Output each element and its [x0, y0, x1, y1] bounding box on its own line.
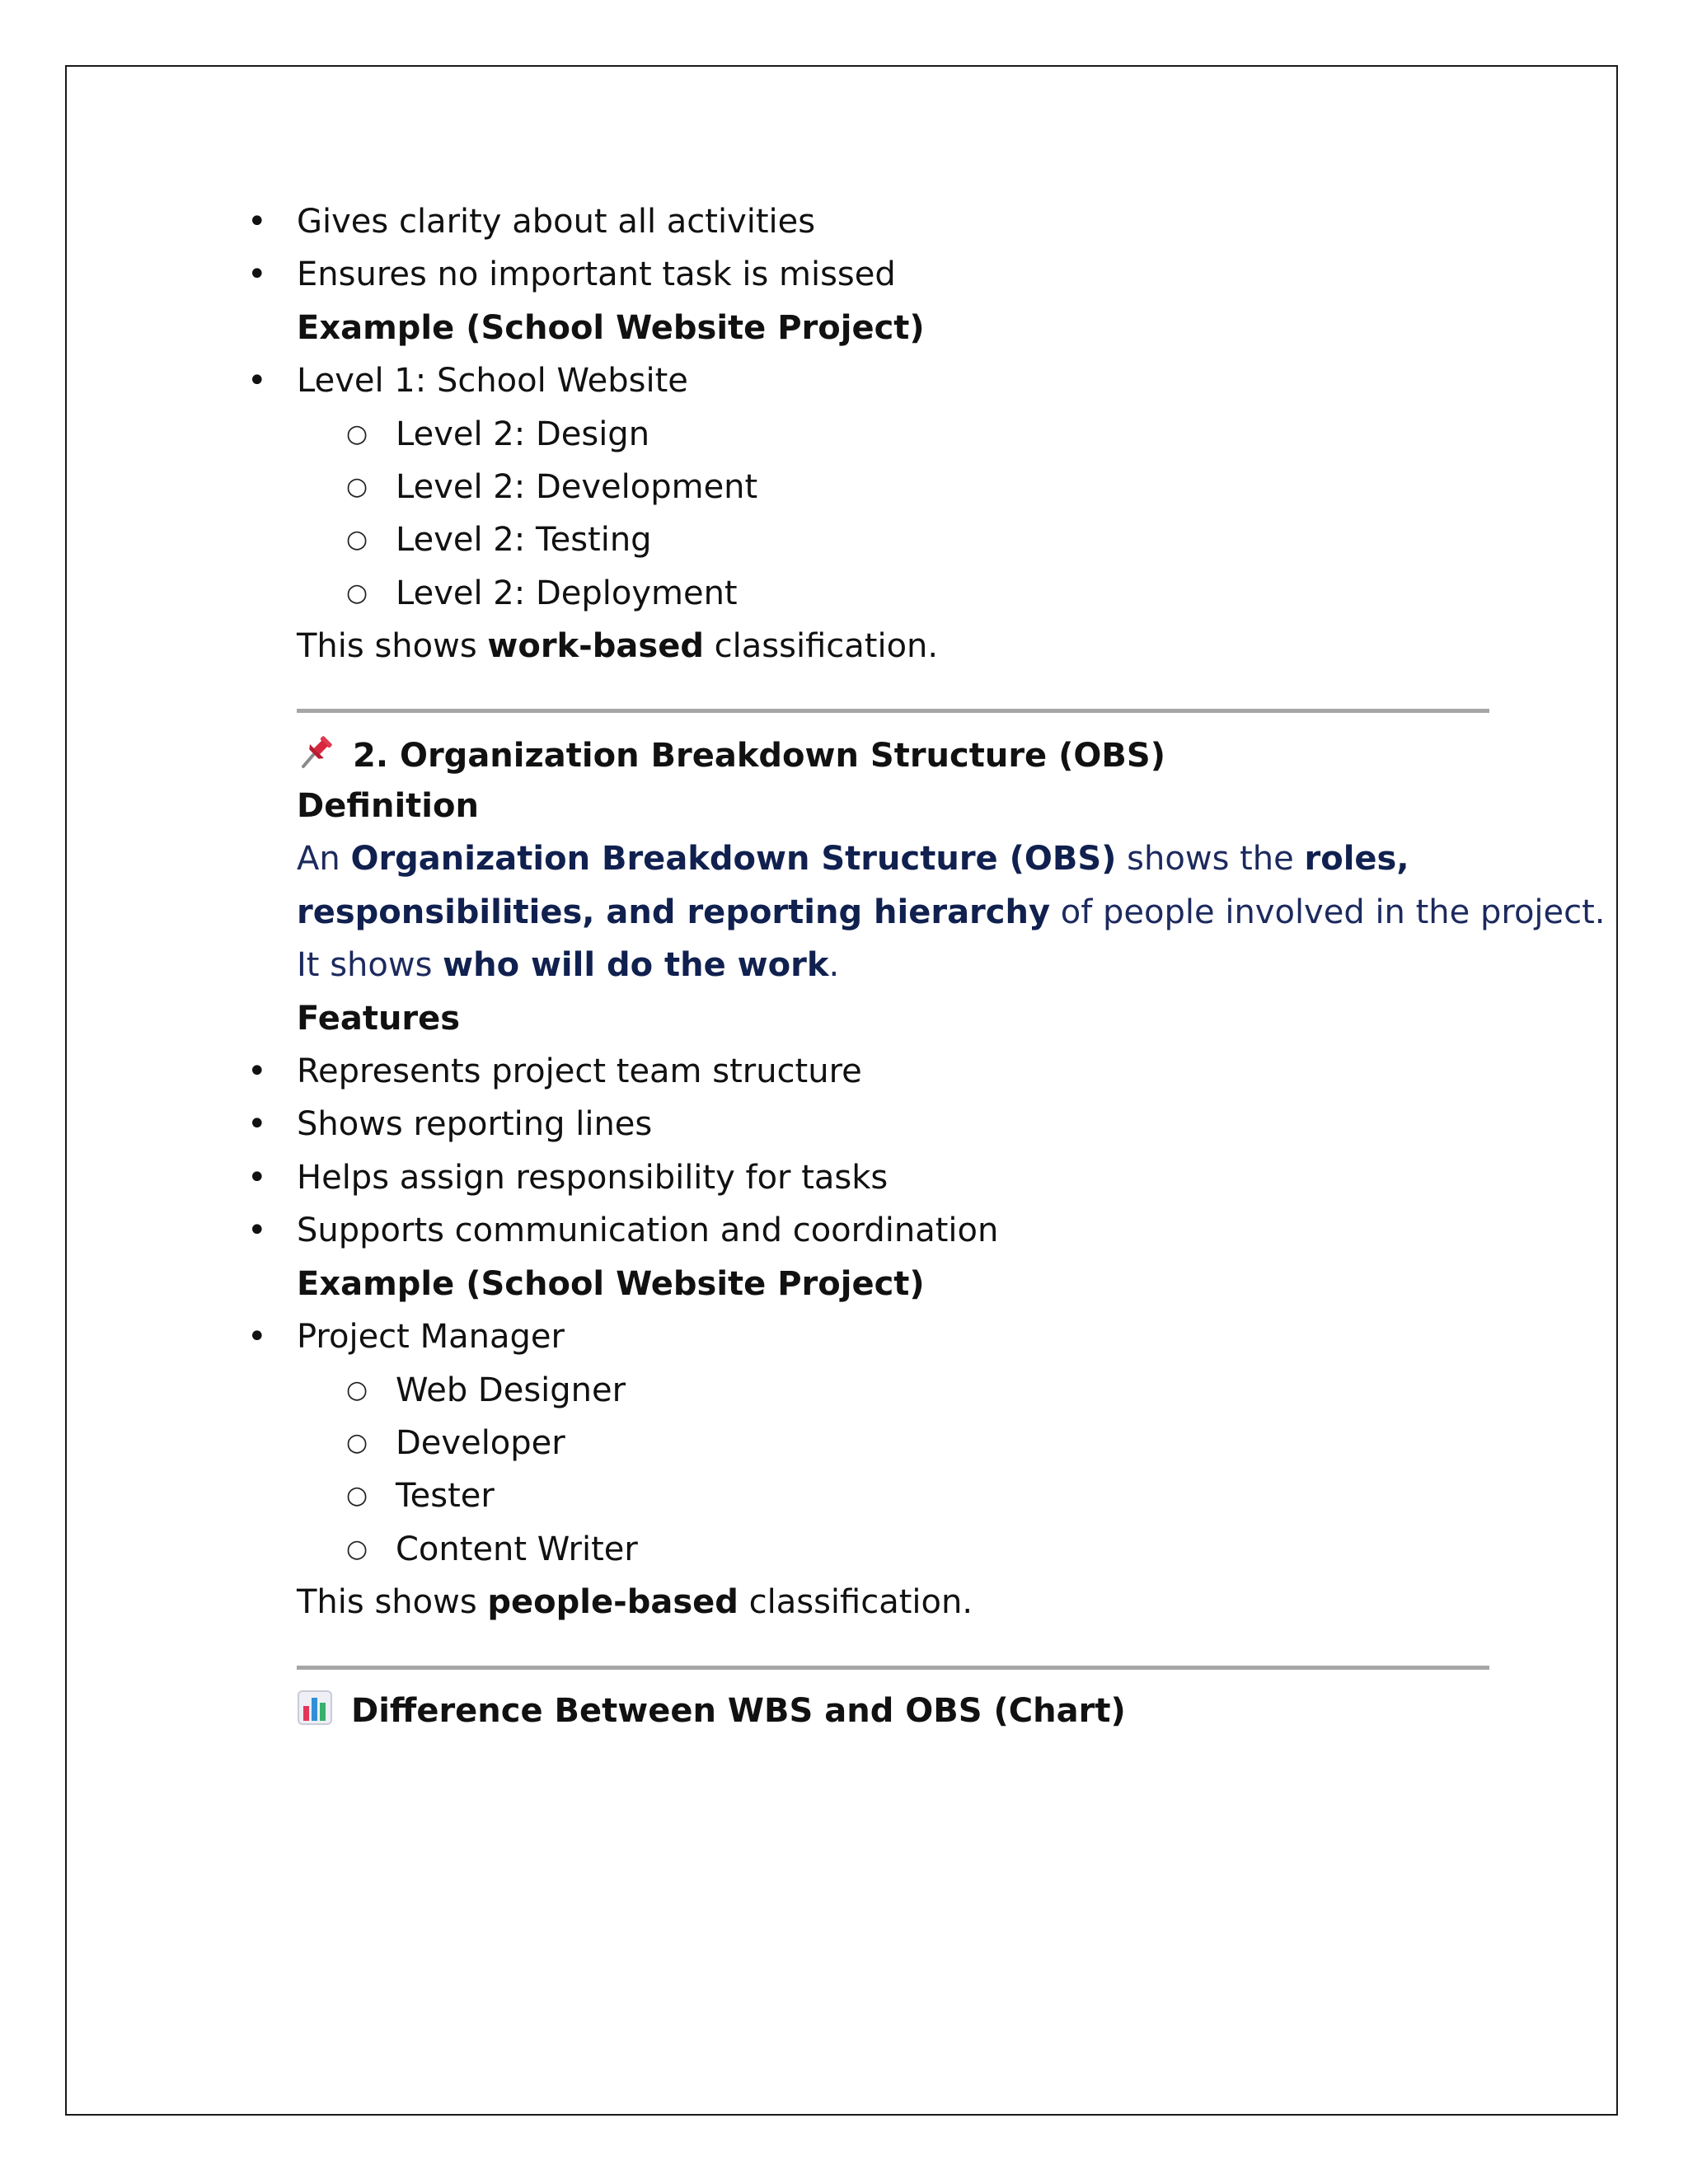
obs-features-heading: Features	[297, 1000, 461, 1038]
bullet-dot: •	[247, 1318, 267, 1356]
section-divider	[297, 709, 1489, 713]
bullet-dot: •	[247, 255, 267, 293]
obs-child-item: Content Writer	[396, 1530, 638, 1568]
wbs-child-item: Level 2: Testing	[396, 521, 652, 559]
wbs-feature-1: Gives clarity about all activities	[297, 203, 816, 241]
obs-def-text: shows the	[1116, 840, 1305, 878]
sub-bullet-circle: ○	[346, 419, 368, 448]
wbs-summary	[297, 626, 938, 667]
obs-def-text: .	[828, 946, 840, 984]
bullet-dot: •	[247, 1105, 267, 1143]
obs-section-title-row	[297, 733, 1165, 781]
obs-feature-item: Shows reporting lines	[297, 1105, 653, 1143]
wbs-summary-prefix: This shows	[297, 627, 488, 665]
obs-child-item: Tester	[396, 1477, 495, 1515]
obs-child-item: Developer	[396, 1424, 565, 1462]
obs-feature-item: Supports communication and coordination	[297, 1212, 999, 1249]
obs-feature-item: Helps assign responsibility for tasks	[297, 1159, 889, 1197]
obs-summary	[297, 1582, 973, 1623]
bullet-dot: •	[247, 1159, 267, 1197]
bar-chart-icon	[297, 1690, 333, 1736]
wbs-child-item: Level 2: Development	[396, 468, 758, 506]
wbs-child-item: Level 2: Design	[396, 415, 650, 453]
sub-bullet-circle: ○	[346, 1481, 368, 1510]
sub-bullet-circle: ○	[346, 472, 368, 501]
wbs-root-item: Level 1: School Website	[297, 362, 688, 400]
obs-def-term: Organization Breakdown Structure (OBS)	[350, 840, 1117, 878]
obs-def-text: An	[297, 840, 351, 878]
obs-summary-prefix: This shows	[297, 1583, 488, 1621]
obs-definition-heading: Definition	[297, 787, 479, 825]
obs-summary-bold: people-based	[487, 1583, 738, 1621]
wbs-feature-2: Ensures no important task is missed	[297, 255, 896, 293]
obs-summary-suffix: classification.	[738, 1583, 973, 1621]
pushpin-icon	[297, 733, 335, 781]
sub-bullet-circle: ○	[346, 525, 368, 554]
obs-child-item: Web Designer	[396, 1371, 626, 1409]
wbs-summary-suffix: classification.	[703, 627, 939, 665]
bullet-dot: •	[247, 1212, 267, 1249]
sub-bullet-circle: ○	[346, 1535, 368, 1563]
sub-bullet-circle: ○	[346, 579, 368, 607]
obs-section-title: 2. Organization Breakdown Structure (OBS)	[353, 737, 1165, 775]
obs-definition-line-2	[297, 892, 1606, 933]
obs-def-text: of people involved in the project.	[1050, 893, 1606, 931]
obs-def-emphasis: roles,	[1304, 840, 1409, 878]
obs-definition-line-3	[297, 944, 839, 986]
obs-def-emphasis: who will do the work	[443, 946, 829, 984]
bullet-dot: •	[247, 362, 267, 400]
bullet-dot: •	[247, 203, 267, 241]
obs-root-item: Project Manager	[297, 1318, 565, 1356]
wbs-child-item: Level 2: Deployment	[396, 574, 738, 612]
comparison-title-row	[297, 1690, 1126, 1736]
obs-definition-line-1	[297, 838, 1409, 879]
obs-feature-item: Represents project team structure	[297, 1052, 862, 1090]
bullet-dot: •	[247, 1052, 267, 1090]
obs-example-heading: Example (School Website Project)	[297, 1265, 925, 1303]
sub-bullet-circle: ○	[346, 1428, 368, 1457]
wbs-example-heading: Example (School Website Project)	[297, 309, 925, 347]
obs-def-emphasis: responsibilities, and reporting hierarchy	[297, 893, 1051, 931]
section-divider	[297, 1666, 1489, 1670]
comparison-title: Difference Between WBS and OBS (Chart)	[351, 1692, 1126, 1730]
obs-def-text: It shows	[297, 946, 443, 984]
wbs-summary-bold: work-based	[487, 627, 704, 665]
sub-bullet-circle: ○	[346, 1376, 368, 1404]
